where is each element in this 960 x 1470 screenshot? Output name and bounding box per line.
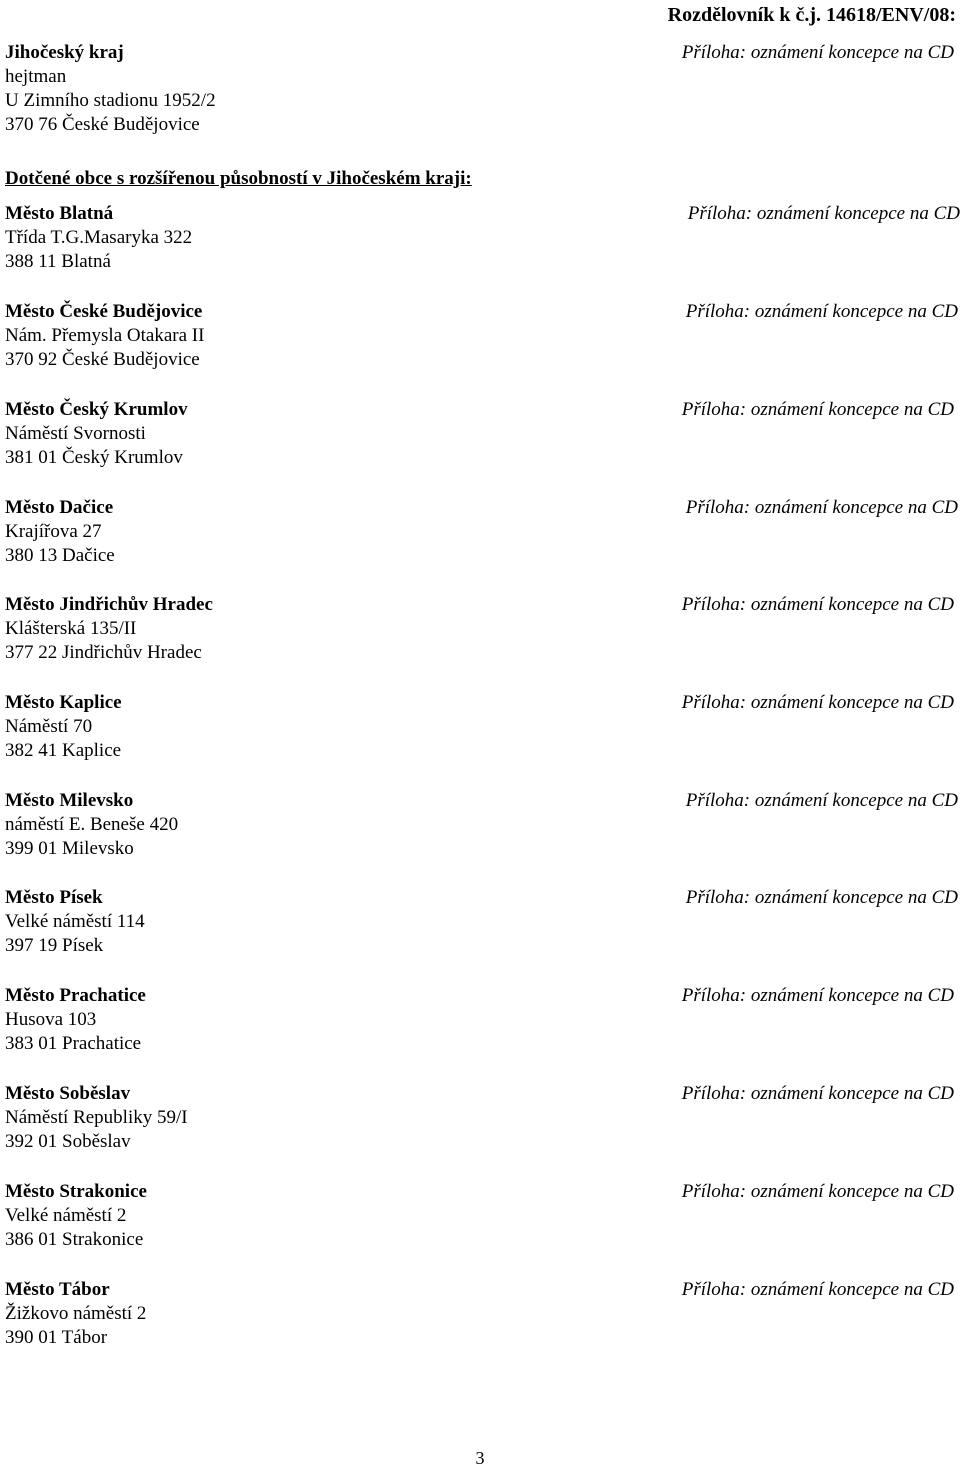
town-name: Město Český Krumlov	[5, 399, 188, 420]
town-attachment-note: Příloha: oznámení koncepce na CD	[681, 399, 954, 420]
town-street: Husova 103	[5, 1009, 97, 1030]
town-attachment-note: Příloha: oznámení koncepce na CD	[681, 985, 954, 1006]
town-street: Krajířova 27	[5, 521, 102, 542]
town-street: Třída T.G.Masaryka 322	[5, 227, 193, 248]
town-name: Město Dačice	[5, 497, 114, 518]
town-attachment-note: Příloha: oznámení koncepce na CD	[685, 790, 958, 811]
town-name: Město Blatná	[5, 203, 114, 224]
town-address-block	[5, 1082, 188, 1154]
town-name: Město Tábor	[5, 1279, 110, 1300]
town-street: Velké náměstí 2	[5, 1205, 127, 1226]
region-address-block	[5, 41, 216, 137]
town-city: 380 13 Dačice	[5, 545, 115, 566]
region-line: hejtman	[5, 66, 67, 87]
town-city: 377 22 Jindřichův Hradec	[5, 642, 202, 663]
town-city: 390 01 Tábor	[5, 1327, 108, 1348]
town-city: 382 41 Kaplice	[5, 740, 122, 761]
town-name: Město České Budějovice	[5, 301, 203, 322]
town-address-block	[5, 789, 178, 861]
town-name: Město Prachatice	[5, 985, 146, 1006]
town-attachment-note: Příloha: oznámení koncepce na CD	[681, 692, 954, 713]
town-attachment-note: Příloha: oznámení koncepce na CD	[681, 1083, 954, 1104]
town-name: Město Soběslav	[5, 1083, 131, 1104]
town-name: Město Milevsko	[5, 790, 134, 811]
town-city: 370 92 České Budějovice	[5, 349, 200, 370]
town-name: Město Jindřichův Hradec	[5, 594, 213, 615]
town-address-block	[5, 1278, 146, 1350]
town-name: Město Písek	[5, 887, 103, 908]
town-city: 381 01 Český Krumlov	[5, 447, 183, 468]
region-line: U Zimního stadionu 1952/2	[5, 90, 216, 111]
page-number: 3	[475, 1448, 485, 1468]
region-attachment-note: Příloha: oznámení koncepce na CD	[681, 42, 954, 63]
region-name: Jihočeský kraj	[5, 42, 124, 63]
town-street: Nám. Přemysla Otakara II	[5, 325, 205, 346]
document-title: Rozdělovník k č.j. 14618/ENV/08:	[667, 4, 956, 26]
town-address-block	[5, 202, 192, 274]
town-street: Klášterská 135/II	[5, 618, 137, 639]
town-name: Město Kaplice	[5, 692, 122, 713]
section-heading: Dotčené obce s rozšířenou působností v Jihočeském kraji:	[5, 168, 472, 189]
town-attachment-note: Příloha: oznámení koncepce na CD	[681, 1279, 954, 1300]
town-address-block	[5, 984, 146, 1056]
town-attachment-note: Příloha: oznámení koncepce na CD	[681, 594, 954, 615]
town-attachment-note: Příloha: oznámení koncepce na CD	[685, 301, 958, 322]
town-name: Město Strakonice	[5, 1181, 147, 1202]
town-city: 386 01 Strakonice	[5, 1229, 144, 1250]
town-address-block	[5, 691, 122, 763]
town-city: 392 01 Soběslav	[5, 1131, 131, 1152]
town-address-block	[5, 398, 188, 470]
town-street: Náměstí Svornosti	[5, 423, 146, 444]
town-city: 399 01 Milevsko	[5, 838, 134, 859]
town-attachment-note: Příloha: oznámení koncepce na CD	[685, 497, 958, 518]
region-line: 370 76 České Budějovice	[5, 114, 200, 135]
town-address-block	[5, 886, 145, 958]
town-city: 397 19 Písek	[5, 935, 104, 956]
town-address-block	[5, 1180, 147, 1252]
town-city: 388 11 Blatná	[5, 251, 111, 272]
town-attachment-note: Příloha: oznámení koncepce na CD	[681, 1181, 954, 1202]
town-address-block	[5, 496, 115, 568]
town-street: Náměstí Republiky 59/I	[5, 1107, 188, 1128]
town-address-block	[5, 593, 213, 665]
town-address-block	[5, 300, 204, 372]
town-attachment-note: Příloha: oznámení koncepce na CD	[685, 887, 958, 908]
town-city: 383 01 Prachatice	[5, 1033, 142, 1054]
town-attachment-note: Příloha: oznámení koncepce na CD	[687, 203, 960, 224]
town-street: Velké náměstí 114	[5, 911, 145, 932]
town-street: Žižkovo náměstí 2	[5, 1303, 147, 1324]
town-street: Náměstí 70	[5, 716, 93, 737]
town-street: náměstí E. Beneše 420	[5, 814, 179, 835]
